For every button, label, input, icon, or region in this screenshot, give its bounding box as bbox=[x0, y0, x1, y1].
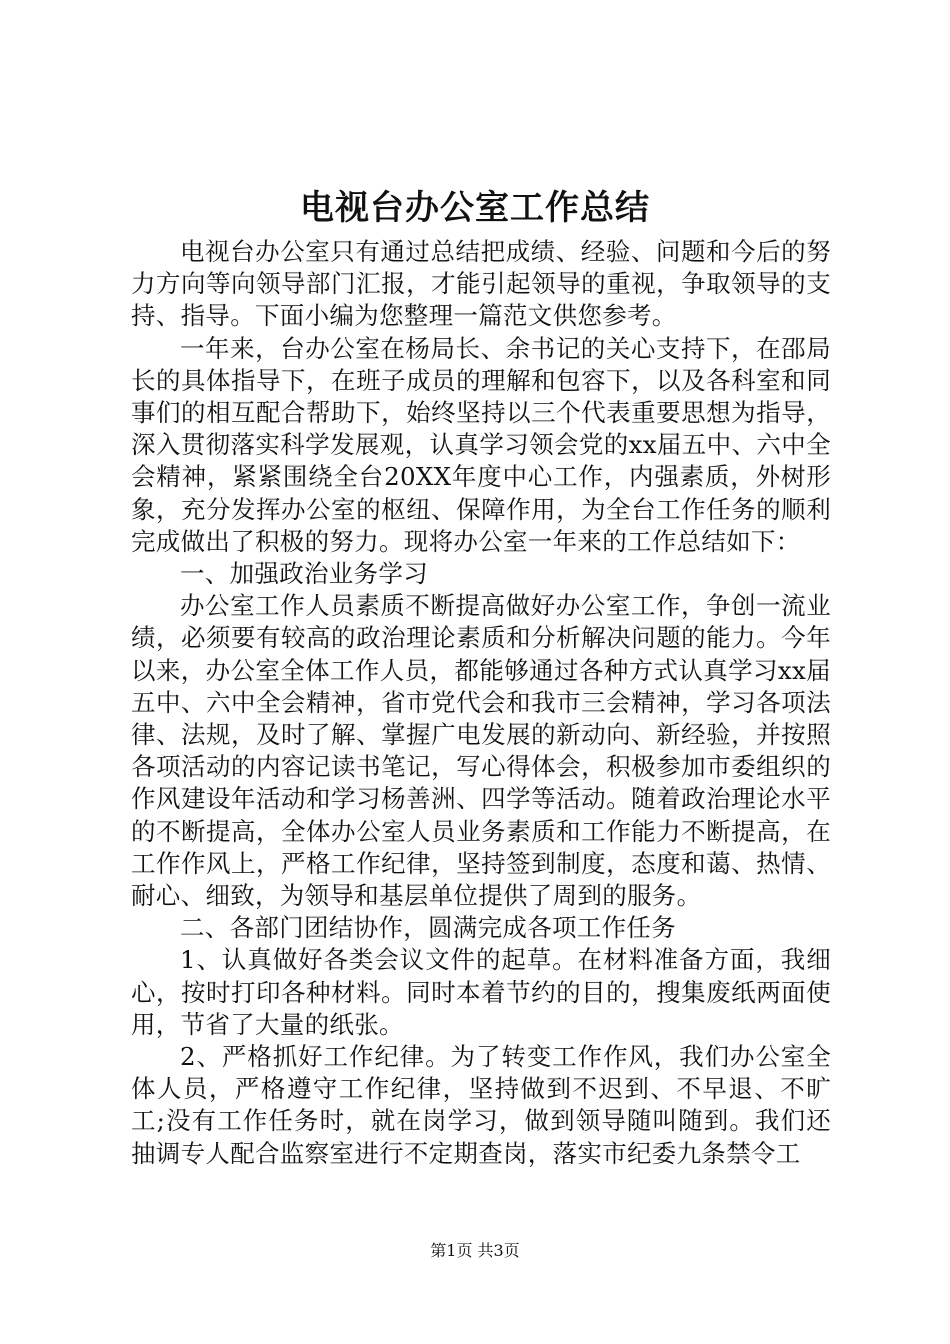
document-title: 电视台办公室工作总结 bbox=[300, 188, 650, 228]
overview-paragraph: 一年来，台办公室在杨局长、余书记的关心支持下，在邵局长的具体指导下，在班子成员的理解和包容下，以及各科室和同事们的相互配合帮助下，始终坚持以三个代表重要思想为指导，深入贯彻落实科学发展观，认真学习领会党的xx届五中、六中全会精神，紧紧围绕全台20XX年度中心工作，内强素质，外树形象，充分发挥办公室的枢纽、保障作用，为全台工作任务的顺利完成做出了积极的努力。现将办公室一年来的工作总结如下： bbox=[131, 333, 831, 556]
item-paragraph-1: 1、认真做好各类会议文件的起草。在材料准备方面，我细心，按时打印各种材料。同时本着节约的目的，搜集废纸两面使用，节省了大量的纸张。 bbox=[131, 945, 831, 1039]
page-number-footer: 第1页 共3页 bbox=[430, 1241, 520, 1260]
item-paragraph-2: 2、严格抓好工作纪律。为了转变工作作风，我们办公室全体人员，严格遵守工作纪律，坚持做到不迟到、不早退、不旷工;没有工作任务时，就在岗学习，做到领导随叫随到。我们还抽调专人配合监察室进行不定期查岗，落实市纪委九条禁令工 bbox=[131, 1042, 831, 1168]
section-heading-1: 一、加强政治业务学习 bbox=[180, 559, 428, 589]
section-heading-2: 二、各部门团结协作，圆满完成各项工作任务 bbox=[180, 913, 676, 943]
document-body bbox=[131, 236, 831, 1170]
intro-paragraph: 电视台办公室只有通过总结把成绩、经验、问题和今后的努力方向等向领导部门汇报，才能引起领导的重视，争取领导的支持、指导。下面小编为您整理一篇范文供您参考。 bbox=[131, 237, 831, 331]
study-paragraph: 办公室工作人员素质不断提高做好办公室工作，争创一流业绩，必须要有较高的政治理论素质和分析解决问题的能力。今年以来，办公室全体工作人员，都能够通过各种方式认真学习xx届五中、六中全会精神，省市党代会和我市三会精神，学习各项法律、法规，及时了解、掌握广电发展的新动向、新经验，并按照各项活动的内容记读书笔记，写心得体会，积极参加市委组织的作风建设年活动和学习杨善洲、四学等活动。随着政治理论水平的不断提高，全体办公室人员业务素质和工作能力不断提高，在工作作风上，严格工作纪律，坚持签到制度，态度和蔼、热情、耐心、细致，为领导和基层单位提供了周到的服务。 bbox=[131, 591, 831, 911]
